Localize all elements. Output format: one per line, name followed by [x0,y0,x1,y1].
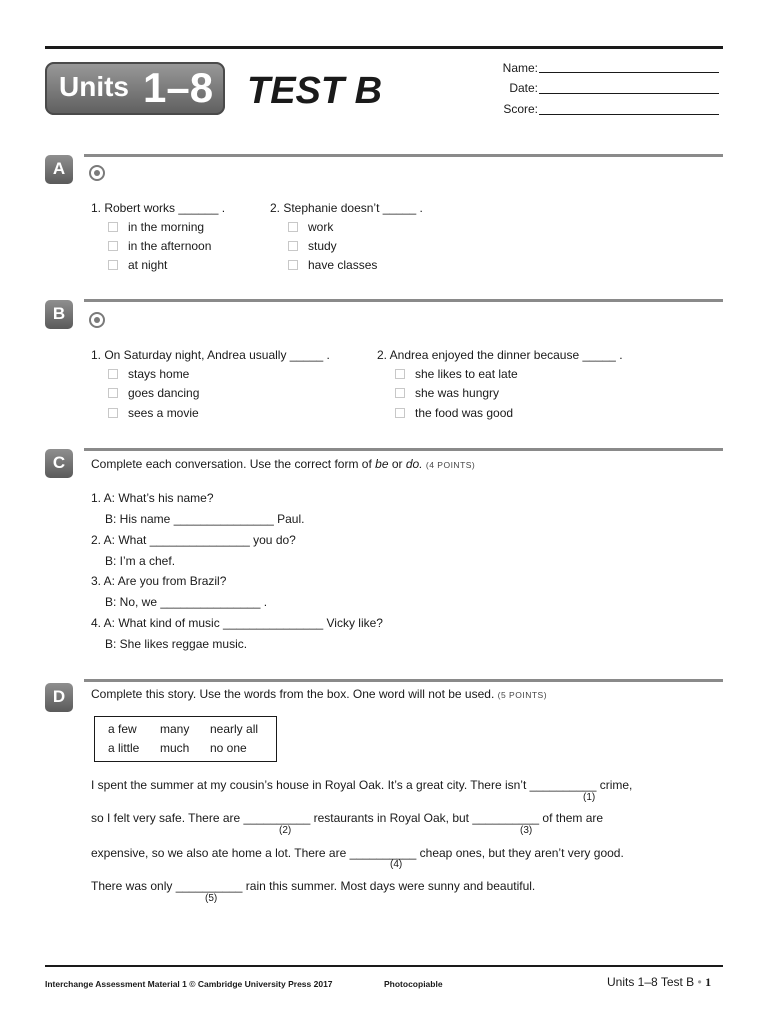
conversation-line: 1. A: What’s his name? [91,491,214,505]
conversation-line: 3. A: Are you from Brazil? [91,574,227,588]
checkbox-a2-2[interactable] [288,241,298,251]
option-b2-1: she likes to eat late [415,367,518,381]
date-field[interactable] [539,93,719,94]
story-line: so I felt very safe. There are __________ restaurants in Royal Oak, but __________ of them are [91,811,604,825]
section-d-letter: D [45,683,73,712]
box-word: no one [210,741,247,755]
audio-icon[interactable] [89,312,105,328]
instruction-be: be [375,457,389,471]
box-word: nearly all [210,722,259,736]
units-badge [45,62,225,115]
units-word: Units [59,71,129,102]
option-b2-3: the food was good [415,406,514,420]
question-a1: 1. Robert works ______ . [91,201,226,215]
footer-test-name: Units 1–8 Test B [607,975,695,989]
units-number: 1–8 [143,64,214,111]
checkbox-b1-2[interactable] [108,388,118,398]
footer-bullet: • [697,975,702,989]
story-line: I spent the summer at my cousin’s house in Royal Oak. It’s a great city. There isn’t __________ crime, [91,778,633,792]
option-a2-1: work [308,220,334,234]
test-title: TEST B [247,70,383,112]
option-a1-3: at night [128,258,168,272]
conversation-line: 4. A: What kind of music _______________ Vicky like? [91,616,383,630]
checkbox-a1-2[interactable] [108,241,118,251]
box-word: many [160,722,190,736]
section-c-instruction [91,457,475,471]
box-word: a few [108,722,137,736]
bottom-rule [45,965,723,967]
checkbox-b2-2[interactable] [395,388,405,398]
checkbox-a2-3[interactable] [288,260,298,270]
instruction-do: do. [405,457,423,471]
checkbox-a2-1[interactable] [288,222,298,232]
conversation-line: B: She likes reggae music. [105,637,248,651]
blank-number: (5) [205,893,218,904]
box-word: much [160,741,190,755]
section-d-instruction [91,687,547,701]
instruction-text: Complete each conversation. Use the correct form of [91,457,376,471]
option-b1-1: stays home [128,367,190,381]
name-label: Name: [502,61,538,75]
checkbox-b2-3[interactable] [395,408,405,418]
option-a2-3: have classes [308,258,378,272]
blank-number: (1) [583,792,596,803]
section-b-bar [84,299,723,302]
option-a1-2: in the afternoon [128,239,212,253]
checkbox-b2-1[interactable] [395,369,405,379]
date-label: Date: [509,81,538,95]
checkbox-a1-1[interactable] [108,222,118,232]
section-c-bar [84,448,723,451]
section-c-letter: C [45,449,73,478]
section-a-letter: A [45,155,73,184]
instruction-text: Complete this story. Use the words from the box. One word will not be used. [91,687,495,701]
conversation-line: B: No, we _______________ . [105,595,268,609]
checkbox-b1-1[interactable] [108,369,118,379]
footer-page-info [607,975,711,990]
option-a1-1: in the morning [128,220,205,234]
points-label: (4 POINTS) [425,460,476,470]
option-b1-2: goes dancing [128,386,200,400]
option-b1-3: sees a movie [128,406,199,420]
question-b1: 1. On Saturday night, Andrea usually _____ . [91,348,330,362]
checkbox-a1-3[interactable] [108,260,118,270]
section-a-bar [84,154,723,157]
footer-photocopiable: Photocopiable [384,979,443,989]
blank-number: (3) [520,825,533,836]
question-b2: 2. Andrea enjoyed the dinner because _____ . [377,348,623,362]
checkbox-b1-3[interactable] [108,408,118,418]
points-label: (5 POINTS) [497,690,548,700]
option-a2-2: study [308,239,337,253]
story-line: expensive, so we also ate home a lot. There are __________ cheap ones, but they aren’t very good. [91,846,624,860]
option-b2-2: she was hungry [415,386,500,400]
box-word: a little [108,741,140,755]
blank-number: (2) [279,825,292,836]
score-field[interactable] [539,114,719,115]
name-field[interactable] [539,72,719,73]
footer-copyright: Interchange Assessment Material 1 © Cambridge University Press 2017 [45,979,333,989]
blank-number: (4) [390,859,403,870]
instruction-or: or [388,457,406,471]
top-rule [45,46,723,49]
conversation-line: 2. A: What _______________ you do? [91,533,296,547]
section-d-bar [84,679,723,682]
audio-icon[interactable] [89,165,105,181]
page-number: 1 [705,975,712,989]
story-line: There was only __________ rain this summer. Most days were sunny and beautiful. [91,879,536,893]
score-label: Score: [503,102,538,116]
conversation-line: B: I’m a chef. [105,554,176,568]
conversation-line: B: His name _______________ Paul. [105,512,305,526]
section-b-letter: B [45,300,73,329]
question-a2: 2. Stephanie doesn’t _____ . [270,201,423,215]
